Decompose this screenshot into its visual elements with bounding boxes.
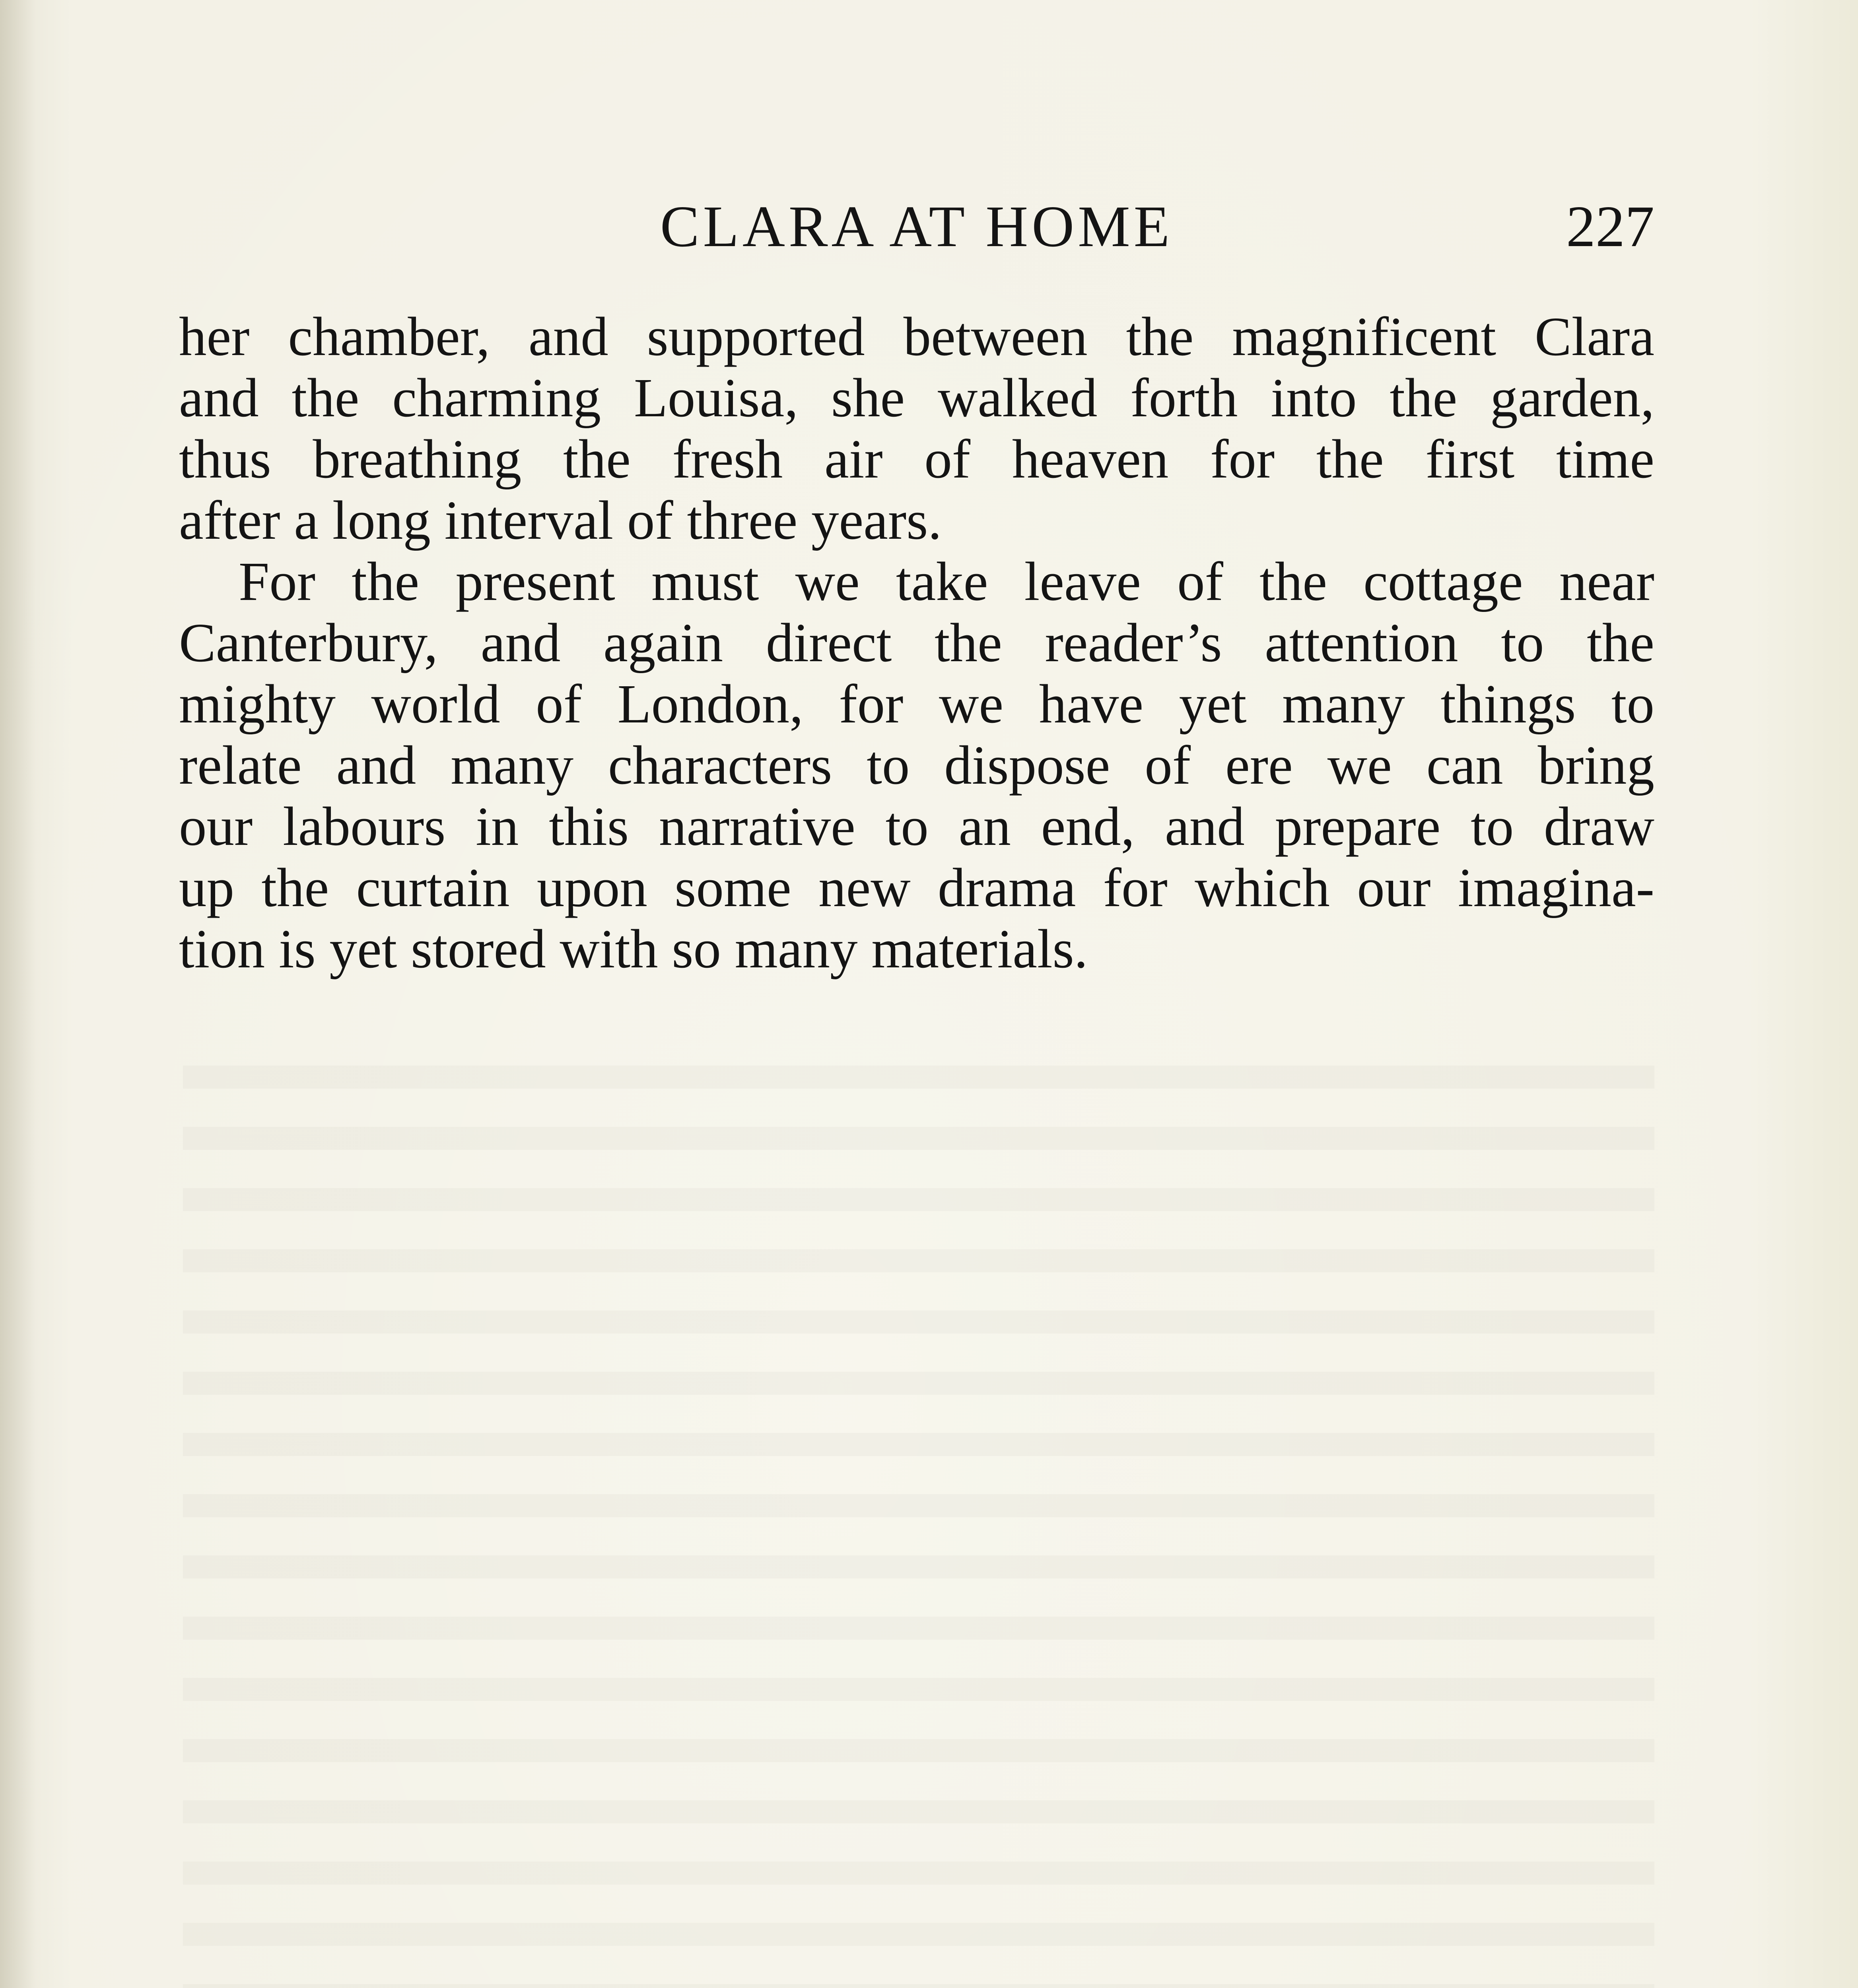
text-line: and the charming Louisa, she walked forth into the garden, <box>179 367 1654 429</box>
text-line: mighty world of London, for we have yet many things to <box>179 674 1654 735</box>
running-head <box>179 187 1654 266</box>
paragraph <box>179 306 1654 551</box>
text-block <box>179 306 1654 980</box>
text-line: For the present must we take leave of the cottage near <box>239 551 1654 612</box>
running-title: CLARA AT HOME <box>660 194 1174 259</box>
text-line: after a long interval of three years. <box>179 490 942 551</box>
show-through-text <box>183 1042 1654 1988</box>
spine-shadow <box>0 0 36 1988</box>
text-line: her chamber, and supported between the magnificent Clara <box>179 306 1654 367</box>
text-line: Canterbury, and again direct the reader’s attention to the <box>179 612 1654 674</box>
text-line: tion is yet stored with so many materials. <box>179 918 1088 980</box>
text-line: relate and many characters to dispose of ere we can bring <box>179 735 1654 796</box>
page-number: 227 <box>1566 194 1654 259</box>
paragraph <box>179 551 1654 980</box>
text-line: up the curtain upon some new drama for which our imagina- <box>179 857 1654 918</box>
text-line: our labours in this narrative to an end, and prepare to draw <box>179 796 1654 857</box>
text-line: thus breathing the fresh air of heaven for the first time <box>179 429 1654 490</box>
